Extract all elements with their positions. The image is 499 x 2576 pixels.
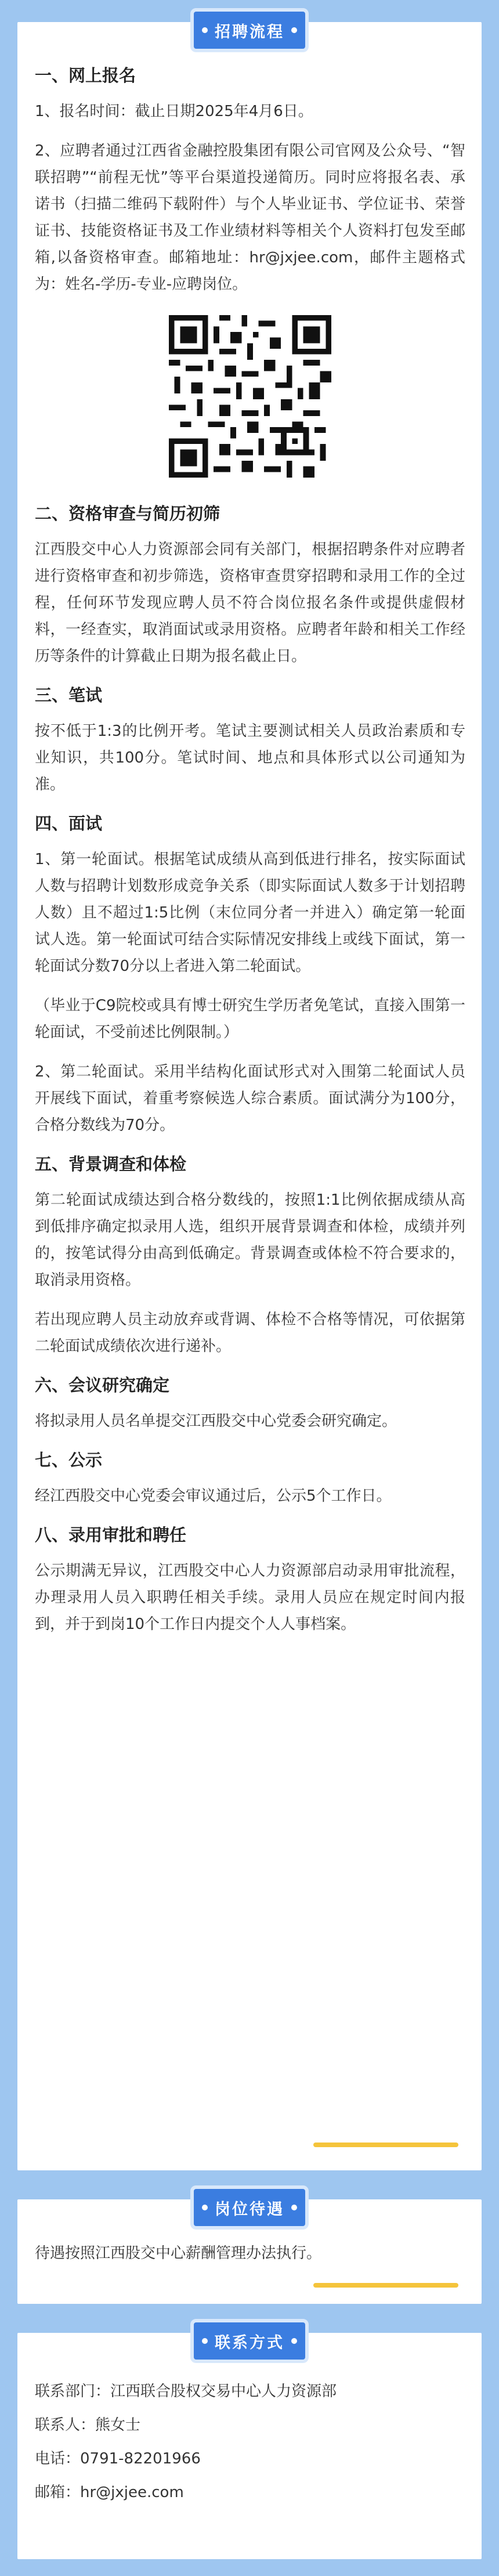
section-7-title: 七、公示 [35, 1450, 103, 1470]
section-8-title: 八、录用审批和聘任 [35, 1525, 187, 1545]
section-4-p1: 1、第一轮面试。根据笔试成绩从高到低进行排名，按实际面试人数与招聘计划数形成竞争关系（即实际面试人数多于计划招聘人数）且不超过1:5比例（末位同分者一并进入）确定第一轮面试人选。第一轮面试可结合实际情况安排线上或线下面试，第一轮面试分数70分以上者进入第二轮面试。 [35, 851, 465, 975]
section-5-p1: 第二轮面试成绩达到合格分数线的，按照1:1比例依据成绩从高到低排序确定拟录用人选，组织开展背景调查和体检，成绩并列的，按笔试得分由高到低确定。背景调查或体检不符合要求的，取消录用资格。 [35, 1191, 465, 1289]
section-2-title: 二、资格审查与简历初筛 [35, 504, 220, 523]
section-4-p2: （毕业于C9院校或具有博士研究生学历者免笔试，直接入围第一轮面试，不受前述比例限制。） [35, 997, 465, 1041]
section-8-p1: 公示期满无异议，江西股交中心人力资源部启动录用审批流程，办理录用人员入职聘任相关手续。录用人员应在规定时间内报到，并于到岗10个工作日内提交个人人事档案。 [35, 1562, 465, 1633]
contact-dept: 联系部门：江西联合股权交易中心人力资源部 [35, 2383, 337, 2400]
section-4-title: 四、面试 [35, 814, 103, 833]
section-1-title: 一、网上报名 [35, 66, 136, 85]
section-3-p1: 按不低于1:3的比例开考。笔试主要测试相关人员政治素质和专业知识，共100分。笔试时间、地点和具体形式以公司通知为准。 [35, 722, 465, 793]
section-4-p3: 2、第二轮面试。采用半结构化面试形式对入围第二轮面试人员开展线下面试，着重考察候选人综合素质。面试满分为100分，合格分数线为70分。 [35, 1063, 465, 1134]
contact-tab [194, 2322, 305, 2360]
recruit-card [17, 22, 482, 2170]
section-2-p1: 江西股交中心人力资源部会同有关部门，根据招聘条件对应聘者进行资格审查和初步筛选，资格审查贯穿招聘和录用工作的全过程，任何环节发现应聘人员不符合岗位报名条件或提供虚假材料，一经查实，取消面试或录用资格。应聘者年龄和相关工作经历等条件的计算截止日期为报名截止日。 [35, 541, 465, 665]
section-5-title: 五、背景调查和体检 [35, 1154, 187, 1174]
benefits-tab [194, 2189, 305, 2226]
section-1-p2: 2、应聘者通过江西省金融控股集团有限公司官网及公众号、“智联招聘”“前程无忧”等平台渠道投递简历。同时应将报名表、承诺书（扫描二维码下载附件）与个人毕业证书、学位证书、荣誉证书、技能资格证书及工作业绩材料等相关个人资料打包发至邮箱,以备资格审查。邮箱地址：hr@jxjee.com，邮件主题格式为：姓名-学历-专业-应聘岗位。 [35, 142, 465, 293]
contact-email[interactable]: 邮箱：hr@jxjee.com [35, 2484, 184, 2501]
section-1-p1: 1、报名时间：截止日期2025年4月6日。 [35, 103, 313, 120]
contact-card [17, 2333, 482, 2559]
recruit-content [17, 22, 482, 1674]
benefits-card [17, 2199, 482, 2304]
section-6-p1: 将拟录用人员名单提交江西股交中心党委会研究确定。 [35, 1412, 397, 1430]
section-6-title: 六、会议研究确定 [35, 1375, 170, 1395]
section-3-title: 三、笔试 [35, 685, 103, 705]
recruit-accent-bar [313, 2143, 458, 2147]
benefits-p1: 待遇按照江西股交中心薪酬管理办法执行。 [35, 2245, 322, 2262]
section-5-p2: 若出现应聘人员主动放弃或背调、体检不合格等情况，可依据第二轮面试成绩依次进行递补。 [35, 1311, 465, 1355]
recruit-tab-label: 招聘流程 [215, 23, 284, 41]
benefits-accent-bar [313, 2283, 458, 2288]
recruit-tab [194, 12, 305, 49]
contact-tab-label: 联系方式 [215, 2333, 284, 2352]
contact-phone[interactable]: 电话：0791-82201966 [35, 2450, 201, 2467]
contact-person: 联系人：熊女士 [35, 2416, 141, 2434]
section-7-p1: 经江西股交中心党委会审议通过后，公示5个工作日。 [35, 1487, 392, 1505]
benefits-tab-label: 岗位待遇 [215, 2200, 284, 2219]
qr-code-image [169, 315, 331, 478]
